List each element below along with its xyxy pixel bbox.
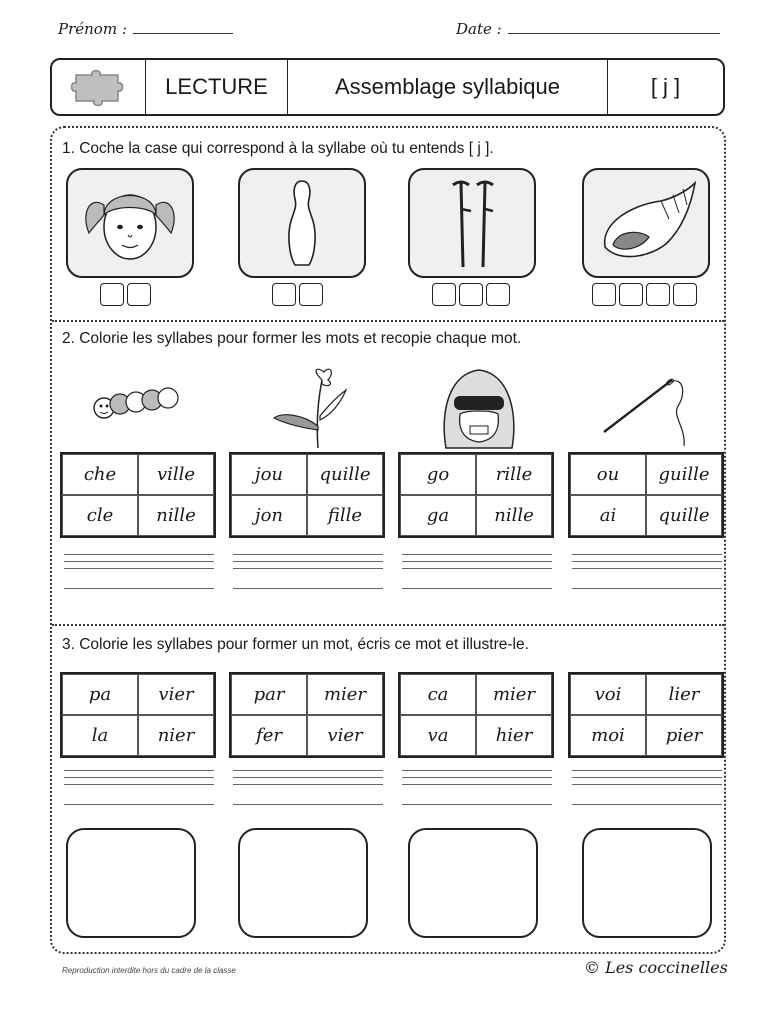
syllable-cell[interactable]: vier bbox=[138, 674, 214, 715]
syllable-cell[interactable]: ou bbox=[570, 454, 646, 495]
copyright-notice: Reproduction interdite hors du cadre de la classe bbox=[62, 966, 236, 975]
syllable-cell[interactable]: nille bbox=[138, 495, 214, 536]
syllable-checkbox[interactable] bbox=[592, 283, 616, 306]
prenom-line[interactable] bbox=[133, 33, 233, 34]
syllable-cell[interactable]: nier bbox=[138, 715, 214, 756]
drawing-box[interactable] bbox=[408, 828, 538, 938]
writing-lines[interactable] bbox=[233, 548, 383, 589]
syllable-cell[interactable]: par bbox=[231, 674, 307, 715]
syllable-checkbox[interactable] bbox=[127, 283, 151, 306]
checkbox-group-4 bbox=[592, 283, 697, 306]
syllable-checkbox[interactable] bbox=[459, 283, 483, 306]
drawing-box[interactable] bbox=[66, 828, 196, 938]
writing-lines[interactable] bbox=[572, 548, 722, 589]
syllable-cell[interactable]: lier bbox=[646, 674, 722, 715]
exercise-frame bbox=[50, 126, 726, 954]
crutches-icon bbox=[408, 168, 536, 278]
puzzle-piece-icon bbox=[52, 60, 146, 114]
writing-lines[interactable] bbox=[402, 764, 552, 805]
syllable-cell[interactable]: rille bbox=[476, 454, 552, 495]
syllable-cell[interactable]: moi bbox=[570, 715, 646, 756]
syllable-cell[interactable]: jou bbox=[231, 454, 307, 495]
syllable-checkbox[interactable] bbox=[619, 283, 643, 306]
writing-lines[interactable] bbox=[572, 764, 722, 805]
target-sound: [ j ] bbox=[650, 74, 681, 99]
syllable-grid-2 bbox=[229, 452, 385, 538]
syllable-grid-5 bbox=[60, 672, 216, 758]
syllable-grid-6 bbox=[229, 672, 385, 758]
syllable-checkbox[interactable] bbox=[272, 283, 296, 306]
syllable-grid-1 bbox=[60, 452, 216, 538]
syllable-grid-8 bbox=[568, 672, 724, 758]
syllable-checkbox[interactable] bbox=[486, 283, 510, 306]
bowling-pin-icon bbox=[238, 168, 366, 278]
syllable-cell[interactable]: ai bbox=[570, 495, 646, 536]
lesson-title: Assemblage syllabique bbox=[288, 60, 608, 114]
writing-lines[interactable] bbox=[233, 764, 383, 805]
date-line[interactable] bbox=[508, 33, 720, 34]
syllable-cell[interactable]: cle bbox=[62, 495, 138, 536]
prenom-field[interactable] bbox=[58, 20, 233, 38]
writing-lines[interactable] bbox=[64, 764, 214, 805]
syllable-grid-4 bbox=[568, 452, 724, 538]
syllable-cell[interactable]: ca bbox=[400, 674, 476, 715]
syllable-checkbox[interactable] bbox=[100, 283, 124, 306]
syllable-checkbox[interactable] bbox=[299, 283, 323, 306]
drawing-box[interactable] bbox=[582, 828, 712, 938]
section-divider bbox=[52, 320, 724, 322]
syllable-cell[interactable]: ga bbox=[400, 495, 476, 536]
worksheet-header bbox=[50, 58, 725, 116]
writing-lines[interactable] bbox=[64, 548, 214, 589]
category-title: LECTURE bbox=[146, 60, 288, 114]
section3-instruction: 3. Colorie les syllabes pour former un mot, écris ce mot et illustre-le. bbox=[62, 636, 529, 653]
brand-signature: © Les coccinelles bbox=[584, 958, 728, 977]
syllable-cell[interactable]: che bbox=[62, 454, 138, 495]
checkbox-group-3 bbox=[432, 283, 510, 306]
girl-face-icon bbox=[66, 168, 194, 278]
section-divider bbox=[52, 624, 724, 626]
syllable-cell[interactable]: nille bbox=[476, 495, 552, 536]
flower-icon bbox=[262, 366, 352, 455]
section1-instruction: 1. Coche la case qui correspond à la syllabe où tu entends [ j ]. bbox=[62, 140, 494, 157]
syllable-cell[interactable]: ville bbox=[138, 454, 214, 495]
syllable-grid-3 bbox=[398, 452, 554, 538]
syllable-cell[interactable]: va bbox=[400, 715, 476, 756]
checkbox-group-1 bbox=[100, 283, 151, 306]
syllable-cell[interactable]: voi bbox=[570, 674, 646, 715]
date-label: Date : bbox=[456, 20, 502, 38]
prenom-label: Prénom : bbox=[58, 20, 127, 38]
needle-icon bbox=[600, 372, 696, 457]
syllable-cell[interactable]: hier bbox=[476, 715, 552, 756]
syllable-cell[interactable]: mier bbox=[476, 674, 552, 715]
seashell-icon bbox=[582, 168, 710, 278]
syllable-checkbox[interactable] bbox=[432, 283, 456, 306]
syllable-checkbox[interactable] bbox=[646, 283, 670, 306]
syllable-cell[interactable]: go bbox=[400, 454, 476, 495]
section2-instruction: 2. Colorie les syllabes pour former les mots et recopie chaque mot. bbox=[62, 330, 522, 347]
syllable-cell[interactable]: pier bbox=[646, 715, 722, 756]
syllable-checkbox[interactable] bbox=[673, 283, 697, 306]
syllable-grid-7 bbox=[398, 672, 554, 758]
syllable-cell[interactable]: fer bbox=[231, 715, 307, 756]
syllable-cell[interactable]: vier bbox=[307, 715, 383, 756]
syllable-cell[interactable]: quille bbox=[646, 495, 722, 536]
syllable-cell[interactable]: pa bbox=[62, 674, 138, 715]
syllable-cell[interactable]: fille bbox=[307, 495, 383, 536]
syllable-cell[interactable]: la bbox=[62, 715, 138, 756]
drawing-box[interactable] bbox=[238, 828, 368, 938]
syllable-cell[interactable]: jon bbox=[231, 495, 307, 536]
syllable-cell[interactable]: quille bbox=[307, 454, 383, 495]
checkbox-group-2 bbox=[272, 283, 323, 306]
caterpillar-icon bbox=[88, 378, 188, 431]
date-field[interactable] bbox=[456, 20, 720, 38]
writing-lines[interactable] bbox=[402, 548, 552, 589]
syllable-cell[interactable]: mier bbox=[307, 674, 383, 715]
gorilla-icon bbox=[436, 364, 522, 457]
syllable-cell[interactable]: guille bbox=[646, 454, 722, 495]
